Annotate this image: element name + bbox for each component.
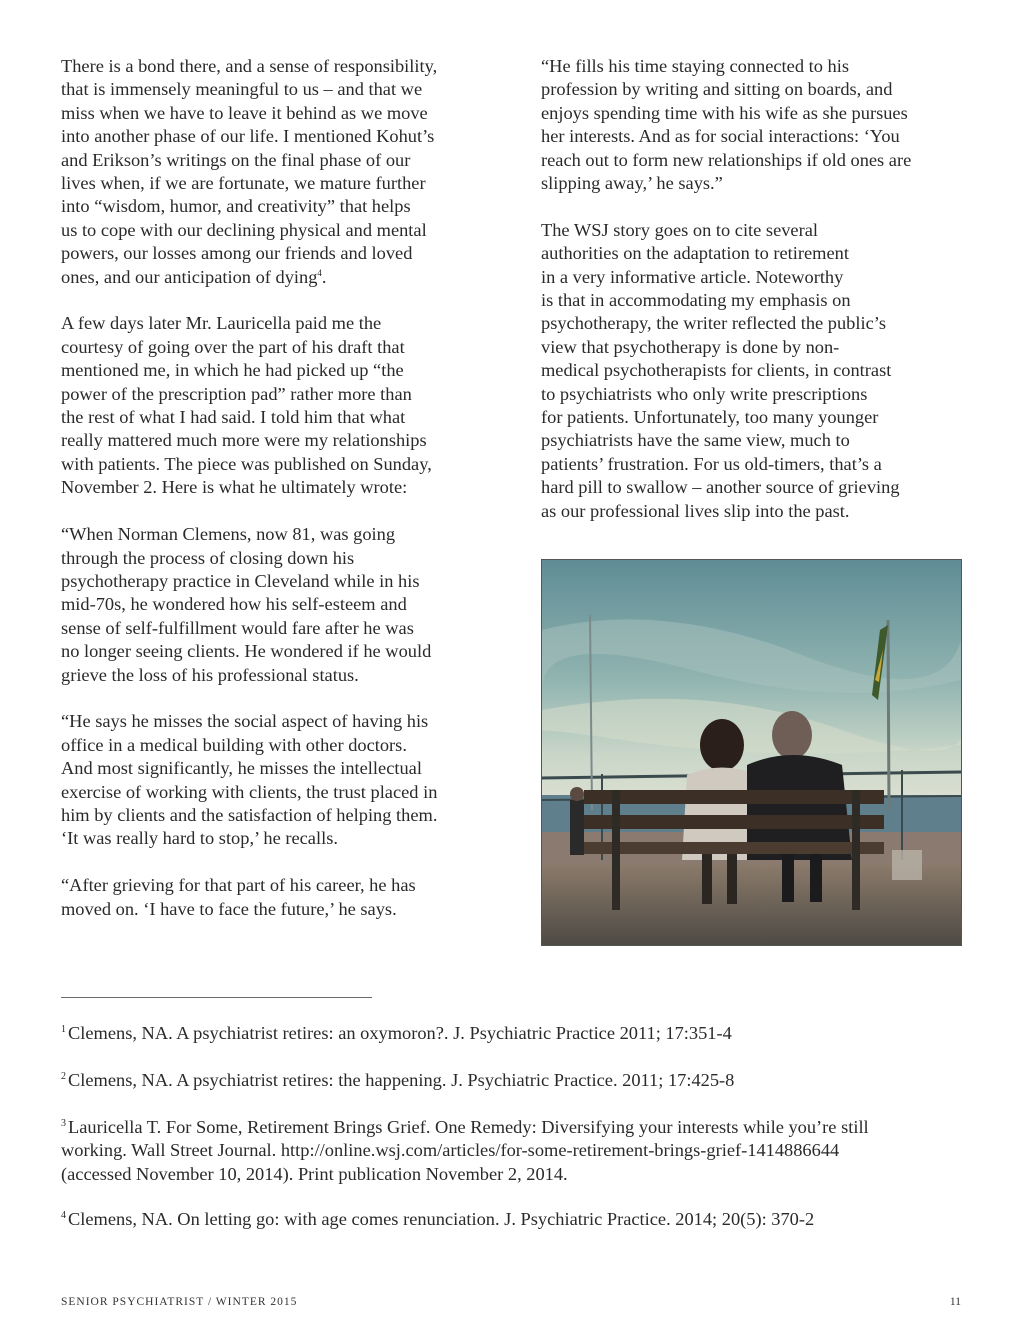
right-column bbox=[541, 55, 961, 547]
footnote-text: Clemens, NA. A psychiatrist retires: the happening. J. Psychiatric Practice. 2011; 17:425-8 bbox=[68, 1070, 735, 1090]
footnote-reference: 4 bbox=[317, 267, 322, 278]
quote-paragraph: “He says he misses the social aspect of having his office in a medical building with other doctors. And most significantly, he misses the intellectual exercise of working with clients, the trust placed in him by clients and the satisfaction of helping them. ‘It was really hard to stop,’ he recalls. bbox=[61, 711, 438, 849]
footnote-divider bbox=[61, 997, 372, 998]
footnote-3 bbox=[61, 1116, 951, 1186]
paragraph bbox=[61, 55, 481, 289]
footnote-text: Lauricella T. For Some, Retirement Brings Grief. One Remedy: Diversifying your interests while you’re still working. Wall Street Journal. http://online.wsj.com/articles/for-some-retirement-brings-grief-1414886644 (accessed November 10, 2014). Print publication November 2, 2014. bbox=[61, 1117, 869, 1184]
footer-publication: SENIOR PSYCHIATRIST / WINTER 2015 bbox=[61, 1296, 298, 1308]
paragraph-text: There is a bond there, and a sense of responsibility, that is immensely meaningful to us – and that we miss when we have to leave it behind as we move into another phase of our life. I mentioned Kohut’s and Erikson’s writings on the final phase of our lives when, if we are fortunate, we mature further into “wisdom, humor, and creativity” that helps us to cope with our declining physical and mental powers, our losses among our friends and loved ones, and our anticipation of dying bbox=[61, 56, 438, 287]
footnote-number: 2 bbox=[61, 1070, 66, 1082]
footnote-number: 4 bbox=[61, 1209, 66, 1221]
footnote-text: Clemens, NA. A psychiatrist retires: an oxymoron?. J. Psychiatric Practice 2011; 17:351-4 bbox=[68, 1023, 732, 1043]
photo-couple-on-bench bbox=[541, 559, 962, 946]
footnote-2 bbox=[61, 1069, 951, 1092]
footnote-number: 3 bbox=[61, 1117, 66, 1129]
paragraph-end: . bbox=[321, 266, 327, 287]
footnote-number: 1 bbox=[61, 1023, 66, 1035]
footnote-1 bbox=[61, 1022, 951, 1045]
quote-paragraph: “When Norman Clemens, now 81, was going through the process of closing down his psychotherapy practice in Cleveland while in his mid-70s, he wondered how his self-esteem and sense of self-fulfillment would fare after he was no longer seeing clients. He wondered if he would grieve the loss of his professional status. bbox=[61, 524, 432, 685]
photo-illustration bbox=[542, 560, 961, 945]
paragraph: A few days later Mr. Lauricella paid me the courtesy of going over the part of his draft that mentioned me, in which he had picked up “the power of the prescription pad” rather more than the rest of what I had said. I told him that what really mattered much more were my relationships with patients. The piece was published on Sunday, November 2. Here is what he ultimately wrote: bbox=[61, 313, 432, 498]
footnote-text: Clemens, NA. On letting go: with age comes renunciation. J. Psychiatric Practice. 2014; 20(5): 370-2 bbox=[68, 1209, 815, 1229]
paragraph: The WSJ story goes on to cite several authorities on the adaptation to retirement in a very informative article. Noteworthy is that in accommodating my emphasis on psychotherapy, the writer reflected the public’s view that psychotherapy is done by non- medical psychotherapists for clients, in contrast to psychiatrists who only write prescriptions for patients. Unfortunately, too many younger psychiatrists have the same view, much to patients’ frustration. For us old-timers, that’s a hard pill to swallow – another source of grieving as our professional lives slip into the past. bbox=[541, 219, 900, 521]
quote-paragraph: “After grieving for that part of his career, he has moved on. ‘I have to face the future,’ he says. bbox=[61, 875, 416, 919]
page-number: 11 bbox=[949, 1296, 961, 1308]
left-column bbox=[61, 55, 481, 944]
quote-paragraph: “He fills his time staying connected to his profession by writing and sitting on boards, and enjoys spending time with his wife as she pursues her interests. And as for social interactions: ‘You reach out to form new relationships if old ones are slipping away,’ he says.” bbox=[541, 56, 912, 194]
footnote-4 bbox=[61, 1208, 951, 1231]
